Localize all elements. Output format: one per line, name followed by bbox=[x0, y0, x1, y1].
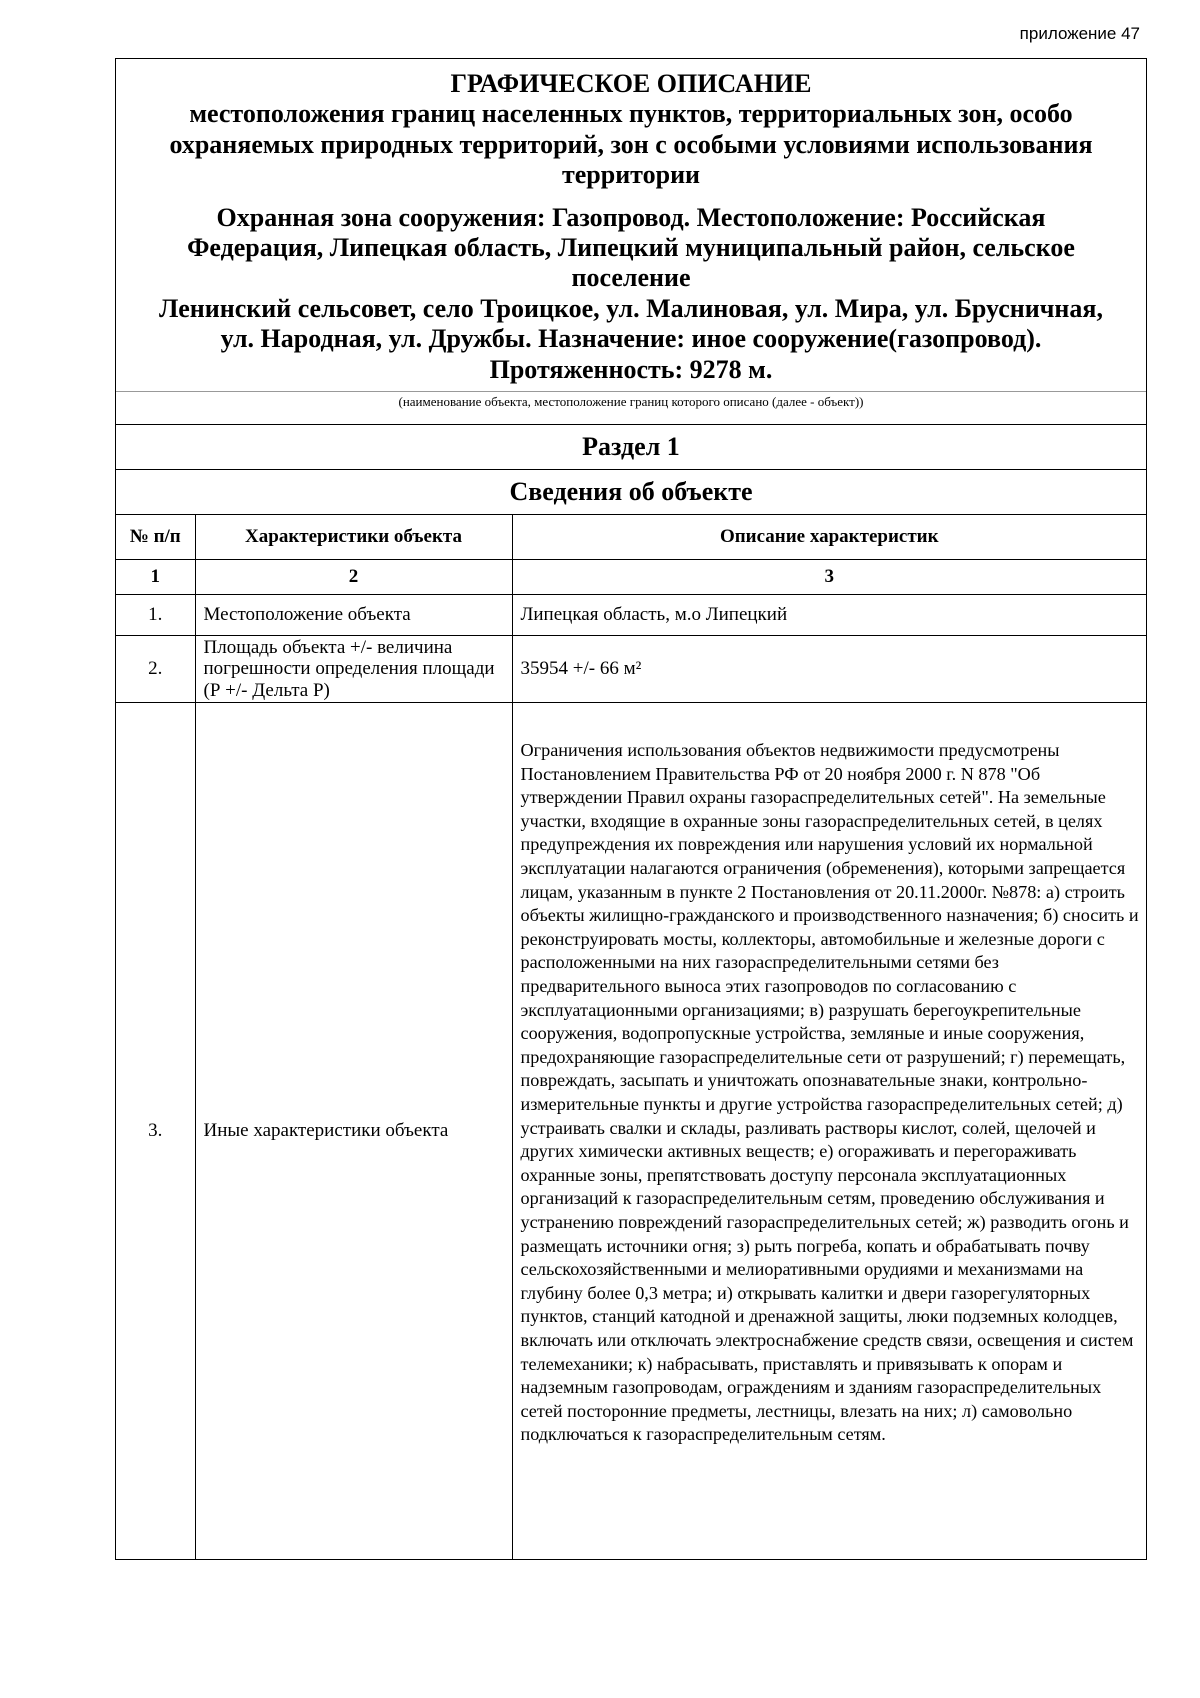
row-number: 2. bbox=[116, 636, 195, 703]
column-header-description: Описание характеристик bbox=[512, 515, 1146, 560]
row-characteristic: Иные характеристики объекта bbox=[195, 703, 512, 1559]
document-subtitle: местоположения границ населенных пунктов, территориальных зон, особо охраняемых природных территорий, зон с особыми условиями использования территории bbox=[169, 99, 1093, 190]
row-value: Липецкая область, м.о Липецкий bbox=[512, 595, 1146, 636]
column-number-row bbox=[116, 560, 1146, 595]
column-header-number: № п/п bbox=[116, 515, 195, 560]
characteristics-table bbox=[116, 514, 1146, 1559]
row-number: 3. bbox=[116, 703, 195, 1559]
object-caption: (наименование объекта, местоположение границ которого описано (далее - объект)) bbox=[116, 391, 1146, 424]
row-value: 35954 +/- 66 м² bbox=[512, 636, 1146, 703]
column-number: 2 bbox=[195, 560, 512, 595]
object-description-part1: Охранная зона сооружения: Газопровод. Местоположение: Российская Федерация, Липецкая область, Липецкий муниципальный район, сельское поселение bbox=[187, 202, 1075, 293]
section-subtitle: Сведения об объекте bbox=[116, 469, 1146, 514]
table-row bbox=[116, 636, 1146, 703]
row-characteristic: Местоположение объекта bbox=[195, 595, 512, 636]
column-number: 3 bbox=[512, 560, 1146, 595]
table-row bbox=[116, 703, 1146, 1559]
document-sheet bbox=[115, 58, 1147, 1560]
column-number: 1 bbox=[116, 560, 195, 595]
section-title: Раздел 1 bbox=[116, 424, 1146, 469]
appendix-label: приложение 47 bbox=[1019, 24, 1140, 43]
row-value: Ограничения использования объектов недвижимости предусмотрены Постановлением Правительства РФ от 20 ноября 2000 г. N 878 "Об утверждении Правил охраны газораспределительных сетей". На земельные участки, входящие в охранные зоны газораспределительных сетей, в целях предупреждения их повреждения или нарушения условий их нормальной эксплуатации налагаются ограничения (обременения), которыми запрещается лицам, указанным в пункте 2 Постановления от 20.11.2000г. №878: а) строить объекты жилищно-гражданского и производственного назначения; б) сносить и реконструировать мосты, коллекторы, автомобильные и железные дороги с расположенными на них газораспределительными сетями без предварительного выноса этих газопроводов по согласованию с эксплуатационными организациями; в) разрушать берегоукрепительные сооружения, водопропускные устройства, земляные и иные сооружения, предохраняющие газораспределительные сети от разрушений; г) перемещать, повреждать, засыпать и уничтожать опознавательные знаки, контрольно-измерительные пункты и другие устройства газораспределительных сетей; д) устраивать свалки и склады, разливать растворы кислот, солей, щелочей и других химически активных веществ; е) огораживать и перегораживать охранные зоны, препятствовать доступу персонала эксплуатационных организаций к газораспределительным сетям, проведению обслуживания и устранению повреждений газораспределительных сетей; ж) разводить огонь и размещать источники огня; з) рыть погреба, копать и обрабатывать почву сельскохозяйственными и мелиоративными орудиями и механизмами на глубину более 0,3 метра; и) открывать калитки и двери газорегуляторных пунктов, станций катодной и дренажной защиты, люки подземных колодцев, включать или отключать электроснабжение средств связи, освещения и систем телемеханики; к) набрасывать, приставлять и привязывать к опорам и надземным газопроводам, ограждениям и зданиям газораспределительных сетей посторонние предметы, лестницы, влезать на них; л) самовольно подключаться к газораспределительным сетям. bbox=[520, 740, 1139, 1445]
document-header bbox=[116, 59, 1146, 385]
table-row bbox=[116, 595, 1146, 636]
table-header-row bbox=[116, 515, 1146, 560]
row-characteristic: Площадь объекта +/- величина погрешности определения площади (Р +/- Дельта Р) bbox=[195, 636, 512, 703]
object-description-part2: Ленинский сельсовет, село Троицкое, ул. Малиновая, ул. Мира, ул. Брусничная, ул. Народная, ул. Дружбы. Назначение: иное сооружение(газопровод). Протяженность: 9278 м. bbox=[159, 293, 1103, 384]
column-header-characteristic: Характеристики объекта bbox=[195, 515, 512, 560]
document-title: ГРАФИЧЕСКОЕ ОПИСАНИЕ bbox=[450, 69, 812, 98]
row-number: 1. bbox=[116, 595, 195, 636]
row-value-cell bbox=[512, 703, 1146, 1559]
